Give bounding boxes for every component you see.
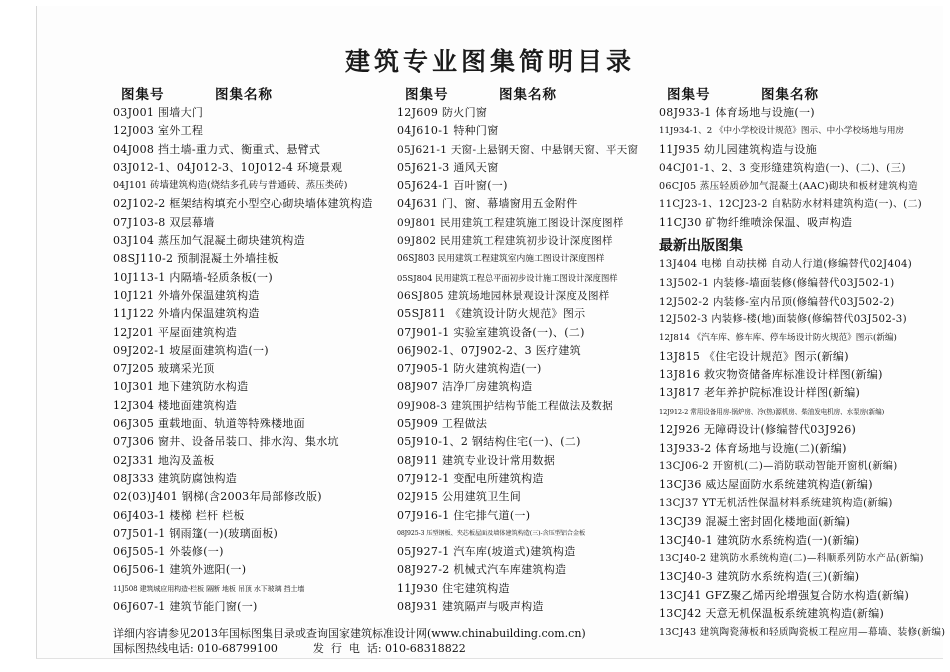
footer-phone-line: 国标图热线电话: 010-68799100 发 行 电 话: 010-68318822 bbox=[113, 642, 466, 655]
list-item: 11CJ30 矿物纤维喷涂保温、吸声构造 bbox=[659, 216, 853, 230]
list-item: 05SJ804 民用建筑工程总平面初步设计施工图设计深度图样 bbox=[397, 272, 618, 283]
list-item: 12J926 无障碍设计(修编替代03J926) bbox=[659, 423, 857, 437]
list-item: 13CJ06-2 开窗机(二)—消防联动智能开窗机(新编) bbox=[659, 461, 898, 473]
catalog-page bbox=[36, 6, 946, 659]
list-item: 09J802 民用建筑工程建筑初步设计深度图样 bbox=[397, 235, 613, 248]
list-item: 05J621-1 天窗-上悬钢天窗、中悬钢天窗、平天窗 bbox=[397, 143, 639, 156]
header-atlas-name: 图集名称 bbox=[761, 87, 819, 103]
list-item: 08SJ110-2 预制混凝土外墙挂板 bbox=[113, 252, 279, 266]
list-item: 13CJ40-1 建筑防水系统构造(一)(新编) bbox=[659, 533, 860, 547]
catalog-column-2 bbox=[397, 86, 665, 616]
header-atlas-name: 图集名称 bbox=[215, 87, 273, 103]
list-item: 08J911 建筑专业设计常用数据 bbox=[397, 453, 555, 467]
list-item: 11J934-1、2 《中小学校设计规范》图示、中小学校场地与用房 bbox=[659, 126, 905, 137]
list-item: 11J122 外墙内保温建筑构造 bbox=[113, 307, 260, 321]
list-item: 03J012-1、04J012-3、10J012-4 环境景观 bbox=[113, 160, 343, 174]
list-item: 13J502-1 内装修-墙面装修(修编替代03J502-1) bbox=[659, 277, 895, 290]
list-item: 06SJ805 建筑场地园林景观设计深度及图样 bbox=[397, 289, 610, 302]
list-item: 08J925-3 压型钢板、夹芯板屋面及墙体建筑构造(三)-含压型铝合金板 bbox=[397, 529, 586, 537]
list-item: 11J930 住宅建筑构造 bbox=[397, 581, 510, 595]
list-item: 13CJ39 混凝土密封固化楼地面(新编) bbox=[659, 515, 851, 529]
list-item: 05J927-1 汽车库(坡道式)建筑构造 bbox=[397, 545, 576, 559]
list-item: 13J404 电梯 自动扶梯 自动人行道(修编替代02J404) bbox=[659, 258, 913, 270]
list-item: 13J815 《住宅设计规范》图示(新编) bbox=[659, 349, 849, 363]
list-item: 12J814 《汽车库、修车库、停车场设计防火规范》图示(新编) bbox=[659, 333, 897, 344]
list-item: 06CJ05 蒸压轻质砂加气混凝土(AAC)砌块和板材建筑构造 bbox=[659, 180, 918, 192]
list-item: 06J403-1 楼梯 栏杆 栏板 bbox=[113, 508, 245, 522]
list-item: 12J003 室外工程 bbox=[113, 124, 204, 138]
list-item: 07J905-1 防火建筑构造(一) bbox=[397, 362, 542, 376]
list-item: 13CJ40-3 建筑防水系统构造(三)(新编) bbox=[659, 570, 860, 584]
atlas-list bbox=[659, 104, 950, 233]
column-header bbox=[397, 86, 665, 104]
list-item: 13CJ43 建筑陶瓷薄板和轻质陶瓷板工程应用—幕墙、装修(新编) bbox=[659, 626, 946, 638]
list-item: 05J909 工程做法 bbox=[397, 417, 488, 431]
list-item: 11J935 幼儿园建筑构造与设施 bbox=[659, 142, 817, 156]
list-item: 07J103-8 双层幕墙 bbox=[113, 215, 215, 229]
list-item: 05SJ811 《建筑设计防火规范》图示 bbox=[397, 307, 586, 321]
list-item: 07J205 玻璃采光顶 bbox=[113, 362, 215, 376]
list-item: 04J631 门、窗、幕墙窗用五金附件 bbox=[397, 197, 578, 211]
list-item: 08J931 建筑隔声与吸声构造 bbox=[397, 600, 544, 614]
header-atlas-number: 图集号 bbox=[667, 87, 711, 103]
header-atlas-number: 图集号 bbox=[405, 87, 449, 103]
list-item: 10J121 外墙外保温建筑构造 bbox=[113, 288, 260, 302]
column-header bbox=[659, 86, 950, 104]
list-item: 06J902-1、07J902-2、3 医疗建筑 bbox=[397, 343, 581, 357]
list-item: 08J927-2 机械式汽车库建筑构造 bbox=[397, 563, 567, 577]
list-item: 13J933-2 体育场地与设施(二)(新编) bbox=[659, 441, 847, 455]
list-item: 02(03)J401 钢梯(含2003年局部修改版) bbox=[113, 490, 322, 504]
atlas-list bbox=[113, 104, 383, 616]
list-item: 13CJ37 YT无机活性保温材料系统建筑构造(新编) bbox=[659, 497, 893, 509]
atlas-list bbox=[397, 104, 665, 616]
column-header bbox=[113, 86, 383, 104]
list-item: 12J304 楼地面建筑构造 bbox=[113, 398, 238, 412]
list-item: 13J816 救灾物资储备库标准设计样图(新编) bbox=[659, 368, 883, 382]
list-item: 04CJ01-1、2、3 变形缝建筑构造(一)、(二)、(三) bbox=[659, 162, 906, 175]
list-item: 06J607-1 建筑节能门窗(一) bbox=[113, 600, 258, 614]
list-item: 12J609 防火门窗 bbox=[397, 106, 488, 119]
contact-footer bbox=[113, 626, 586, 656]
list-item: 02J915 公用建筑卫生间 bbox=[397, 490, 522, 504]
list-item: 12J502-3 内装修-楼(地)面装修(修编替代03J502-3) bbox=[659, 313, 907, 325]
catalog-column-3 bbox=[659, 86, 950, 642]
list-item: 05J624-1 百叶窗(一) bbox=[397, 179, 508, 193]
list-item: 02J331 地沟及盖板 bbox=[113, 453, 215, 467]
header-atlas-number: 图集号 bbox=[121, 87, 165, 103]
header-atlas-name: 图集名称 bbox=[499, 87, 557, 103]
list-item: 13CJ36 威达屋面防水系统建筑构造(新编) bbox=[659, 478, 873, 492]
list-item: 06J505-1 外装修(一) bbox=[113, 545, 224, 559]
list-item: 07J501-1 钢雨篷(一)(玻璃面板) bbox=[113, 526, 279, 540]
list-item: 08J933-1 体育场地与设施(一) bbox=[659, 106, 815, 119]
list-item: 03J104 蒸压加气混凝土砌块建筑构造 bbox=[113, 234, 305, 248]
list-item: 10J113-1 内隔墙-轻质条板(一) bbox=[113, 270, 273, 284]
list-item: 06SJ803 民用建筑工程建筑室内施工图设计深度图样 bbox=[397, 254, 605, 265]
list-item: 11CJ23-1、12CJ23-2 自粘防水材料建筑构造(一)、(二) bbox=[659, 198, 922, 210]
list-item: 08J333 建筑防腐蚀构造 bbox=[113, 471, 238, 485]
footer-website-line: 详细内容请参见2013年国标图集目录或查询国家建筑标准设计网(www.chinabuilding.com.cn) bbox=[113, 627, 586, 640]
list-item: 07J306 窗井、设备吊装口、排水沟、集水坑 bbox=[113, 435, 339, 449]
list-item: 08J907 洁净厂房建筑构造 bbox=[397, 380, 533, 394]
list-item: 07J901-1 实验室建筑设备(一)、(二) bbox=[397, 325, 585, 339]
list-item: 04J610-1 特种门窗 bbox=[397, 124, 499, 138]
list-item: 12J502-2 内装修-室内吊顶(修编替代03J502-2) bbox=[659, 295, 895, 308]
list-item: 09J801 民用建筑工程建筑施工图设计深度图样 bbox=[397, 216, 624, 229]
list-item: 09J908-3 建筑围护结构节能工程做法及数据 bbox=[397, 399, 613, 412]
list-item: 07J916-1 住宅排气道(一) bbox=[397, 508, 531, 522]
list-item: 07J912-1 变配电所建筑构造 bbox=[397, 471, 544, 485]
list-item: 05J621-3 通风天窗 bbox=[397, 160, 499, 174]
list-item: 04J008 挡土墙-重力式、衡重式、悬臂式 bbox=[113, 142, 321, 156]
list-item: 13CJ42 天意无机保温板系统建筑构造(新编) bbox=[659, 607, 885, 621]
list-item: 02J102-2 框架结构填充小型空心砌块墙体建筑构造 bbox=[113, 197, 373, 211]
new-publications-heading: 最新出版图集 bbox=[659, 237, 743, 254]
list-item: 10J301 地下建筑防水构造 bbox=[113, 380, 249, 394]
new-atlas-list bbox=[659, 256, 950, 642]
list-item: 12J912-2 常用设备用房-锅炉房、冷(热)源机房、柴油发电机房、水泵房(新编) bbox=[659, 407, 885, 416]
list-item: 13J817 老年养护院标准设计样图(新编) bbox=[659, 386, 861, 400]
list-item: 06J506-1 建筑外遮阳(一) bbox=[113, 563, 247, 577]
list-item: 11J508 建筑城应用构造-栏板 隔断 地板 吊顶 水下玻璃 挡土墙 bbox=[113, 584, 305, 593]
list-item: 05J910-1、2 钢结构住宅(一)、(二) bbox=[397, 435, 581, 449]
list-item: 03J001 围墙大门 bbox=[113, 106, 204, 119]
catalog-column-1 bbox=[113, 86, 383, 616]
list-item: 13CJ41 GFZ聚乙烯丙纶增强复合防水构造(新编) bbox=[659, 588, 910, 602]
page-title: 建筑专业图集简明目录 bbox=[344, 47, 635, 76]
list-item: 04J101 砖墙建筑构造(烧结多孔砖与普通砖、蒸压类砖) bbox=[113, 180, 348, 192]
list-item: 13CJ40-2 建筑防水系统构造(二)—科顺系列防水产品(新编) bbox=[659, 552, 924, 564]
list-item: 12J201 平屋面建筑构造 bbox=[113, 325, 238, 339]
list-item: 09J202-1 坡屋面建筑构造(一) bbox=[113, 343, 269, 357]
list-item: 06J305 重载地面、轨道等特殊楼地面 bbox=[113, 417, 305, 431]
